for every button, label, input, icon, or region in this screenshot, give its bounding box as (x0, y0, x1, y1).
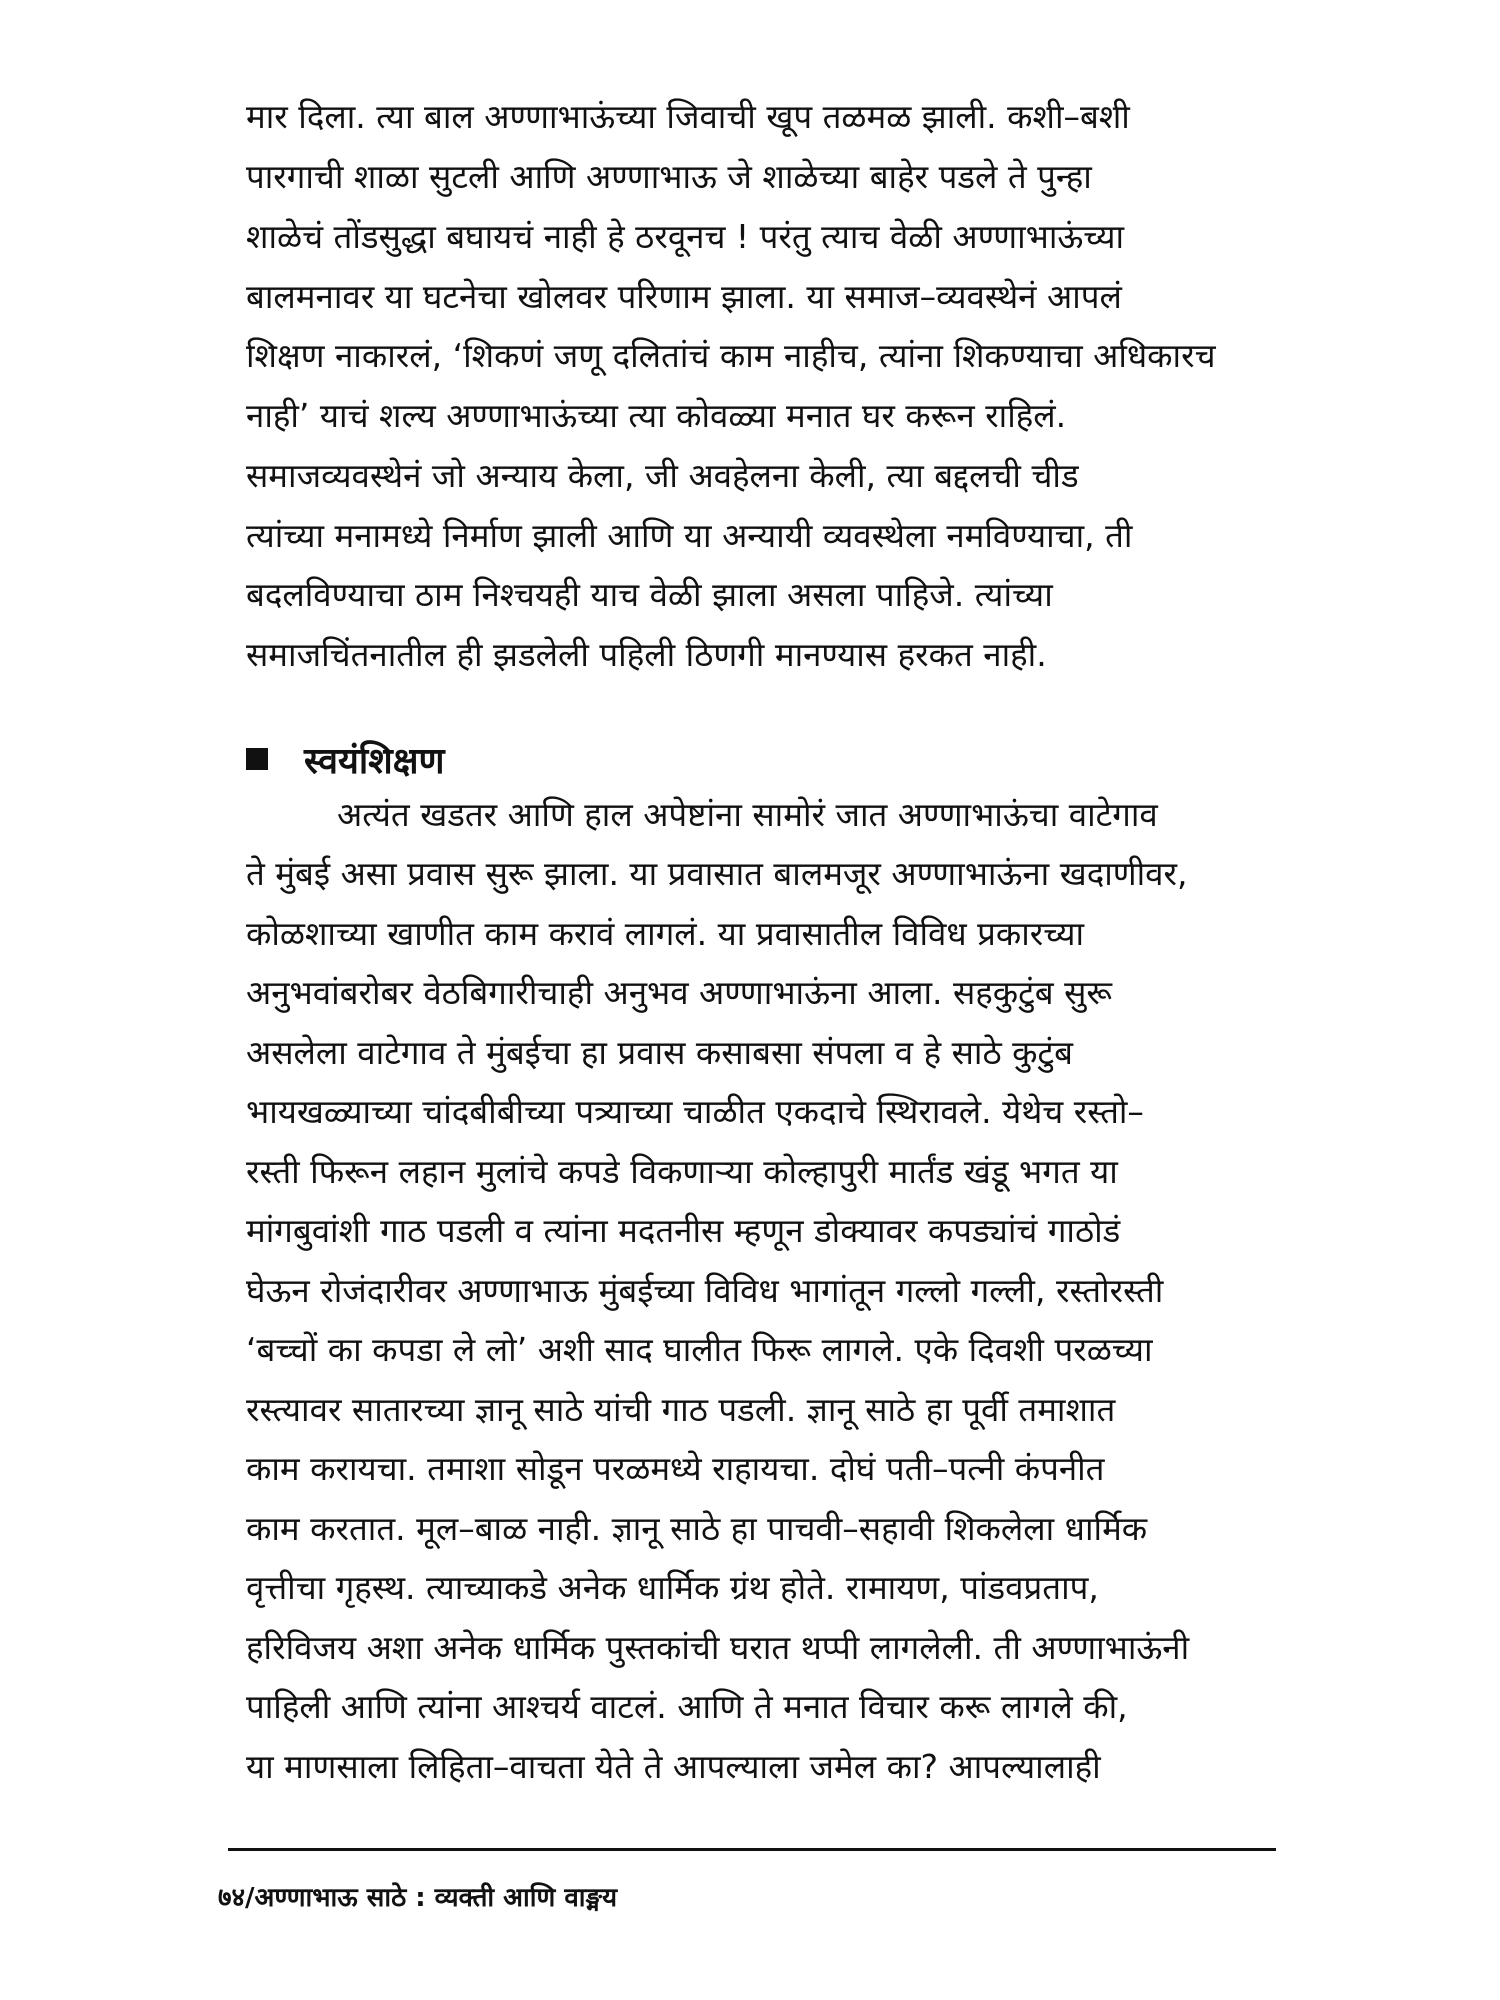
section-line: ते मुंबई असा प्रवास सुरू झाला. या प्रवासात बालमजूर अण्णाभाऊंना खदाणीवर, (246, 854, 1188, 893)
paragraph-1-line: शाळेचं तोंडसुद्धा बघायचं नाही हे ठरवूनच ! परंतु त्याच वेळी अण्णाभाऊंच्या (246, 217, 1125, 256)
paragraph-1-line: मार दिला. त्या बाल अण्णाभाऊंच्या जिवाची खूप तळमळ झाली. कशी–बशी (246, 97, 1130, 136)
section-line: या माणसाला लिहिता–वाचता येते ते आपल्याला जमेल का? आपल्यालाही (246, 1747, 1101, 1786)
section-line: रस्ती फिरून लहान मुलांचे कपडे विकणाऱ्या कोल्हापुरी मार्तंड खंडू भगत या (246, 1152, 1118, 1191)
section-line: भायखळ्याच्या चांदबीबीच्या पत्र्याच्या चाळीत एकदाचे स्थिरावले. येथेच रस्तो– (246, 1092, 1144, 1131)
section-line: रस्त्यावर सातारच्या ज्ञानू साठे यांची गाठ पडली. ज्ञानू साठे हा पूर्वी तमाशात (246, 1390, 1116, 1429)
section-line: अत्यंत खडतर आणि हाल अपेष्टांना सामोरं जात अण्णाभाऊंचा वाटेगाव (337, 795, 1158, 834)
paragraph-1-line: शिक्षण नाकारलं, ‘शिकणं जणू दलितांचं काम नाहीच, त्यांना शिकण्याचा अधिकारच (246, 336, 1216, 375)
section-line: हरिविजय अशा अनेक धार्मिक पुस्तकांची घरात थप्पी लागलेली. ती अण्णाभाऊंनी (246, 1628, 1190, 1667)
section-heading (246, 731, 445, 787)
paragraph-1-line: समाजव्यवस्थेनं जो अन्याय केला, जी अवहेलना केली, त्या बद्दलची चीड (246, 456, 1079, 495)
paragraph-1-line: बदलविण्याचा ठाम निश्चयही याच वेळी झाला असला पाहिजे. त्यांच्या (246, 575, 1053, 614)
section-line: काम करायचा. तमाशा सोडून परळमध्ये राहायचा. दोघं पती–पत्नी कंपनीत (246, 1449, 1105, 1488)
section-line: अनुभवांबरोबर वेठबिगारीचाही अनुभव अण्णाभाऊंना आला. सहकुटुंब सुरू (246, 973, 1113, 1012)
paragraph-1-line: बालमनावर या घटनेचा खोलवर परिणाम झाला. या समाज–व्यवस्थेनं आपलं (246, 277, 1122, 316)
section-line: ‘बच्चों का कपडा ले लो’ अशी साद घालीत फिरू लागले. एके दिवशी परळच्या (246, 1330, 1153, 1369)
paragraph-1-line: समाजचिंतनातील ही झडलेली पहिली ठिणगी मानण्यास हरकत नाही. (246, 635, 1047, 674)
paragraph-1-line: पारगाची शाळा सुटली आणि अण्णाभाऊ जे शाळेच्या बाहेर पडले ते पुन्हा (246, 157, 1092, 196)
section-line: असलेला वाटेगाव ते मुंबईचा हा प्रवास कसाबसा संपला व हे साठे कुटुंब (246, 1033, 1073, 1072)
paragraph-1-line: त्यांच्या मनामध्ये निर्माण झाली आणि या अन्यायी व्यवस्थेला नमविण्याचा, ती (246, 516, 1133, 555)
section-line: वृत्तीचा गृहस्थ. त्याच्याकडे अनेक धार्मिक ग्रंथ होते. रामायण, पांडवप्रताप, (246, 1568, 1099, 1607)
page-footer: ७४/अण्णाभाऊ साठे : व्यक्ती आणि वाङ्मय (218, 1883, 618, 1913)
section-heading-text: स्वयंशिक्षण (304, 740, 445, 782)
paragraph-1-line: नाही’ याचं शल्य अण्णाभाऊंच्या त्या कोवळ्या मनात घर करून राहिलं. (246, 396, 1067, 435)
section-line: मांगबुवांशी गाठ पडली व त्यांना मदतनीस म्हणून डोक्यावर कपड्यांचं गाठोडं (246, 1211, 1121, 1250)
square-bullet-icon (246, 748, 268, 770)
section-line: पाहिली आणि त्यांना आश्चर्य वाटलं. आणि ते मनात विचार करू लागले की, (246, 1687, 1128, 1726)
footer-divider (228, 1848, 1276, 1851)
section-line: कोळशाच्या खाणीत काम करावं लागलं. या प्रवासातील विविध प्रकारच्या (246, 914, 1085, 953)
section-line: काम करतात. मूल–बाळ नाही. ज्ञानू साठे हा पाचवी–सहावी शिकलेला धार्मिक (246, 1509, 1148, 1548)
section-line: घेऊन रोजंदारीवर अण्णाभाऊ मुंबईच्या विविध भागांतून गल्लो गल्ली, रस्तोरस्ती (246, 1271, 1164, 1310)
